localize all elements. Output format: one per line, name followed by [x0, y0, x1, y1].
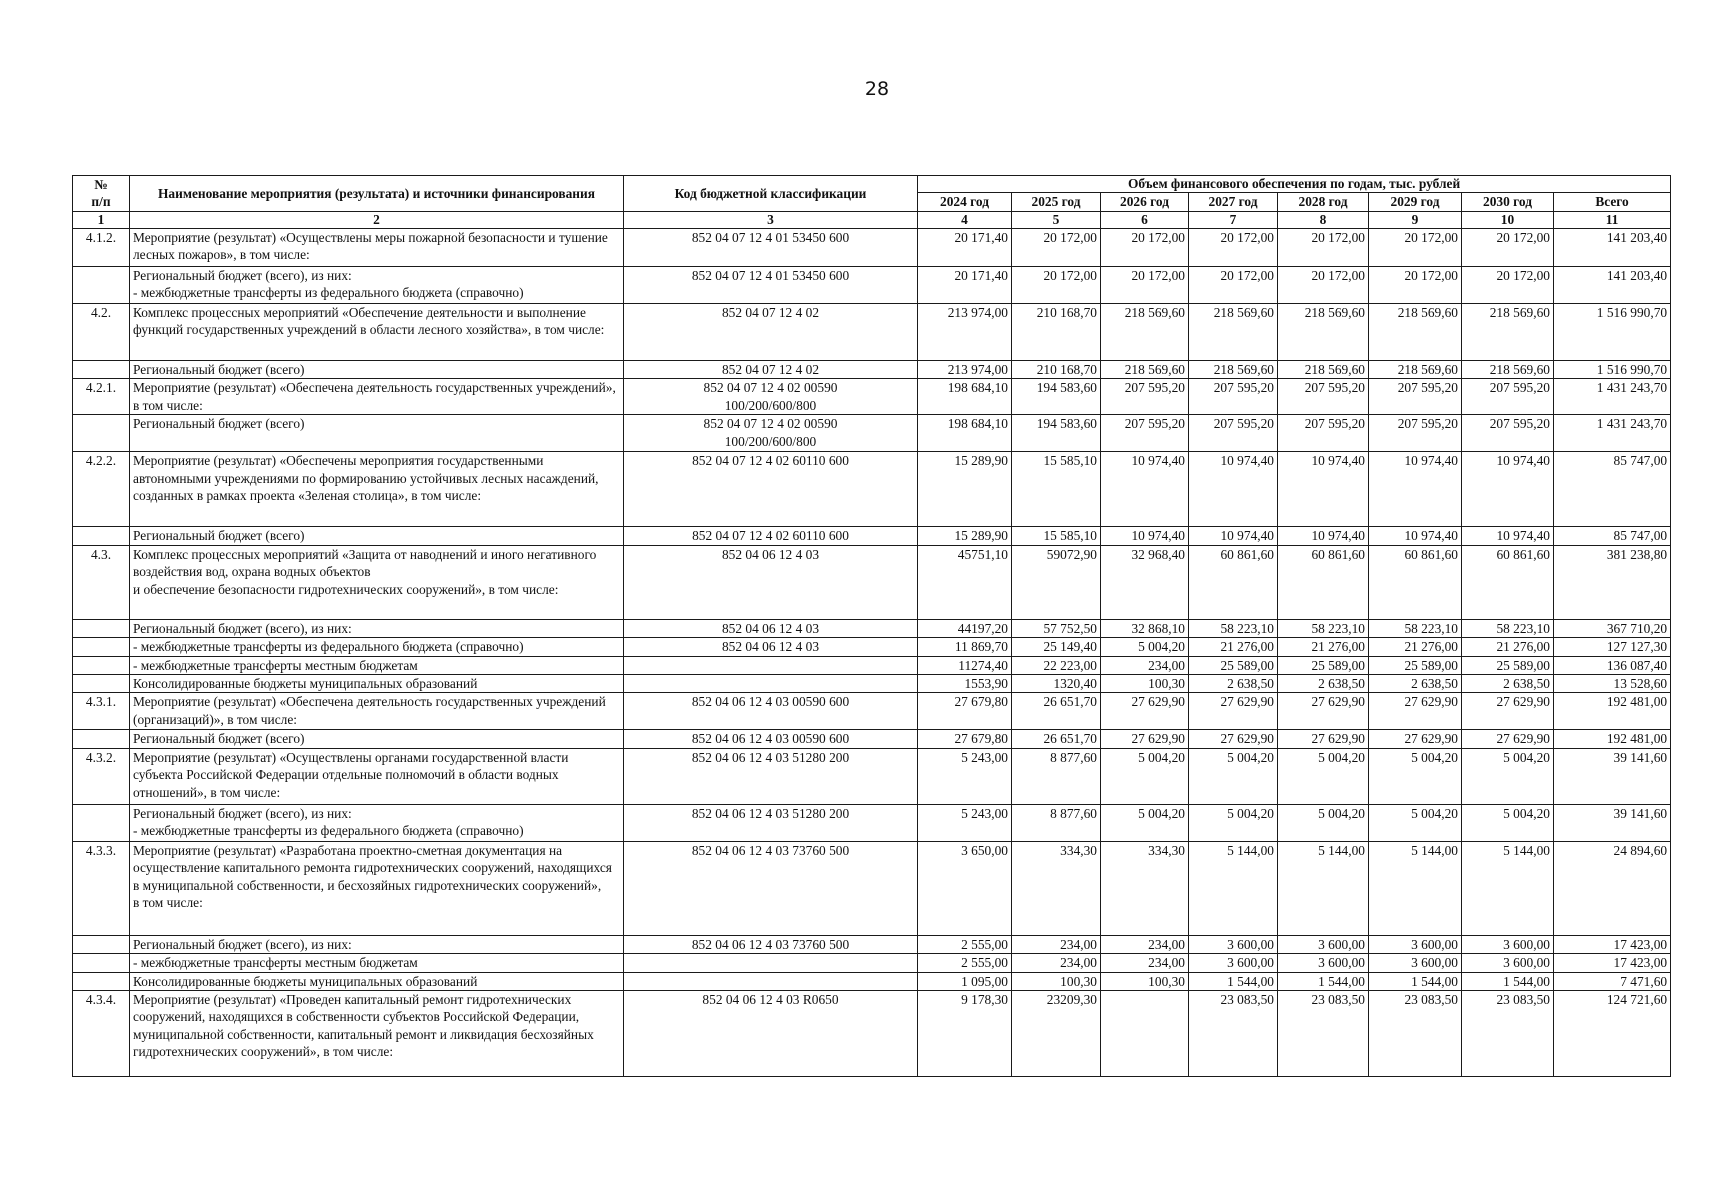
year-value: 9 178,30 [918, 991, 1012, 1077]
budget-code: 852 04 06 12 4 03 51280 200 [624, 748, 918, 804]
total-value: 192 481,00 [1554, 693, 1671, 730]
table-row-item [73, 379, 1671, 415]
table-row-source [73, 527, 1671, 545]
year-value: 5 243,00 [918, 804, 1012, 841]
row-name: - межбюджетные трансферты из федерального бюджета (справочно) [130, 638, 624, 656]
year-value: 5 004,20 [1462, 748, 1554, 804]
total-value: 17 423,00 [1554, 954, 1671, 972]
budget-code [624, 954, 918, 972]
total-header: Всего [1554, 193, 1671, 212]
year-value: 26 651,70 [1012, 730, 1101, 748]
year-value: 3 600,00 [1369, 935, 1462, 953]
year-value: 218 569,60 [1189, 303, 1278, 360]
year-value: 207 595,20 [1101, 379, 1189, 415]
year-value: 21 276,00 [1462, 638, 1554, 656]
year-value: 58 223,10 [1462, 619, 1554, 637]
total-value: 1 516 990,70 [1554, 303, 1671, 360]
col-header-code: Код бюджетной классификации [624, 176, 918, 212]
column-number: 6 [1101, 211, 1189, 228]
year-value: 5 004,20 [1278, 748, 1369, 804]
year-value: 60 861,60 [1189, 545, 1278, 619]
year-value: 27 679,80 [918, 693, 1012, 730]
year-value: 1 544,00 [1278, 972, 1369, 990]
year-value: 8 877,60 [1012, 804, 1101, 841]
year-value: 25 589,00 [1278, 656, 1369, 674]
year-value: 27 629,90 [1278, 693, 1369, 730]
year-value: 32 868,10 [1101, 619, 1189, 637]
row-name: Комплекс процессных мероприятий «Защита от наводнений и иного негативного воздействия вод, охрана водных объектов и обеспечение безопасности гидротехнических сооружений», в том числе: [130, 545, 624, 619]
year-value: 3 600,00 [1278, 954, 1369, 972]
year-value: 5 004,20 [1189, 804, 1278, 841]
year-value: 5 144,00 [1278, 841, 1369, 935]
col-header-no: № п/п [73, 176, 130, 212]
budget-code: 852 04 06 12 4 03 51280 200 [624, 804, 918, 841]
total-value: 39 141,60 [1554, 804, 1671, 841]
row-name: Комплекс процессных мероприятий «Обеспечение деятельности и выполнение функций государственных учреждений в области лесного хозяйства», в том числе: [130, 303, 624, 360]
row-name: Региональный бюджет (всего), из них: [130, 619, 624, 637]
year-value: 10 974,40 [1278, 527, 1369, 545]
year-value: 20 172,00 [1278, 266, 1369, 303]
year-value: 218 569,60 [1369, 303, 1462, 360]
row-number: 4.3.2. [73, 748, 130, 804]
total-value: 1 431 243,70 [1554, 415, 1671, 452]
year-value: 21 276,00 [1369, 638, 1462, 656]
column-number: 4 [918, 211, 1012, 228]
column-number: 9 [1369, 211, 1462, 228]
budget-code: 852 04 06 12 4 03 [624, 619, 918, 637]
row-name: Консолидированные бюджеты муниципальных образований [130, 674, 624, 692]
row-name: Региональный бюджет (всего) [130, 527, 624, 545]
row-number: 4.3.1. [73, 693, 130, 730]
year-header: 2028 год [1278, 193, 1369, 212]
year-value: 27 629,90 [1189, 693, 1278, 730]
row-number [73, 527, 130, 545]
row-number [73, 656, 130, 674]
row-name: Региональный бюджет (всего), из них: - межбюджетные трансферты из федерального бюджета (справочно) [130, 266, 624, 303]
year-value: 218 569,60 [1278, 360, 1369, 378]
year-value: 234,00 [1101, 656, 1189, 674]
year-value: 5 004,20 [1278, 804, 1369, 841]
year-value: 20 172,00 [1012, 266, 1101, 303]
row-name: Мероприятие (результат) «Обеспечены мероприятия государственными автономными учреждениями по формированию устойчивых лесных насаждений, созданных в рамках проекта «Зеленая столица», в том числе: [130, 452, 624, 527]
row-number: 4.2.1. [73, 379, 130, 415]
year-value: 20 172,00 [1101, 228, 1189, 266]
year-value: 27 629,90 [1101, 693, 1189, 730]
row-number [73, 415, 130, 452]
year-value: 198 684,10 [918, 379, 1012, 415]
year-value: 1320,40 [1012, 674, 1101, 692]
table-row-source [73, 730, 1671, 748]
year-value: 218 569,60 [1101, 360, 1189, 378]
year-value: 213 974,00 [918, 360, 1012, 378]
year-value: 27 629,90 [1462, 693, 1554, 730]
year-value: 20 172,00 [1101, 266, 1189, 303]
year-value: 10 974,40 [1101, 527, 1189, 545]
year-value: 23 083,50 [1369, 991, 1462, 1077]
table-row-source [73, 935, 1671, 953]
table-row-source [73, 619, 1671, 637]
year-value: 10 974,40 [1462, 527, 1554, 545]
year-value: 44197,20 [918, 619, 1012, 637]
table-row-source [73, 954, 1671, 972]
row-name: Мероприятие (результат) «Разработана проектно-сметная документация на осуществление капитального ремонта гидротехнических сооружений, находящихся в муниципальной собственности, и бесхозяйных гидротехнических сооружений», в том числе: [130, 841, 624, 935]
year-value: 21 276,00 [1278, 638, 1369, 656]
total-value: 367 710,20 [1554, 619, 1671, 637]
year-value: 10 974,40 [1369, 527, 1462, 545]
year-value: 3 600,00 [1462, 935, 1554, 953]
table-row-item [73, 303, 1671, 360]
header-row-1 [73, 176, 1671, 193]
year-header: 2027 год [1189, 193, 1278, 212]
row-name: Региональный бюджет (всего) [130, 730, 624, 748]
year-value: 5 004,20 [1101, 638, 1189, 656]
row-name: Региональный бюджет (всего) [130, 415, 624, 452]
year-value: 27 629,90 [1278, 730, 1369, 748]
year-value: 22 223,00 [1012, 656, 1101, 674]
year-value: 218 569,60 [1462, 303, 1554, 360]
year-value: 23 083,50 [1278, 991, 1369, 1077]
row-name: - межбюджетные трансферты местным бюджетам [130, 954, 624, 972]
year-value: 1 095,00 [918, 972, 1012, 990]
year-value: 2 555,00 [918, 954, 1012, 972]
row-number: 4.2.2. [73, 452, 130, 527]
column-number: 3 [624, 211, 918, 228]
year-value: 10 974,40 [1189, 452, 1278, 527]
total-value: 1 431 243,70 [1554, 379, 1671, 415]
budget-table [72, 175, 1671, 1077]
row-number [73, 730, 130, 748]
table-row-source [73, 656, 1671, 674]
column-number: 1 [73, 211, 130, 228]
table-row-source [73, 266, 1671, 303]
year-value: 45751,10 [918, 545, 1012, 619]
row-number: 4.3.4. [73, 991, 130, 1077]
year-value: 27 629,90 [1101, 730, 1189, 748]
total-value: 141 203,40 [1554, 228, 1671, 266]
year-value: 1553,90 [918, 674, 1012, 692]
year-value: 100,30 [1012, 972, 1101, 990]
row-name: Мероприятие (результат) «Обеспечена деятельность государственных учреждений», в том числе: [130, 379, 624, 415]
year-value: 194 583,60 [1012, 379, 1101, 415]
year-value: 234,00 [1101, 954, 1189, 972]
year-value: 207 595,20 [1369, 379, 1462, 415]
budget-code: 852 04 06 12 4 03 73760 500 [624, 935, 918, 953]
year-value: 32 968,40 [1101, 545, 1189, 619]
year-value: 23 083,50 [1462, 991, 1554, 1077]
year-value: 10 974,40 [1462, 452, 1554, 527]
column-number-row [73, 211, 1671, 228]
total-value: 24 894,60 [1554, 841, 1671, 935]
year-value: 210 168,70 [1012, 303, 1101, 360]
table-row-item [73, 693, 1671, 730]
year-value: 20 172,00 [1278, 228, 1369, 266]
year-value: 1 544,00 [1369, 972, 1462, 990]
row-name: - межбюджетные трансферты местным бюджетам [130, 656, 624, 674]
year-value: 218 569,60 [1369, 360, 1462, 378]
table-row-item [73, 228, 1671, 266]
year-value: 10 974,40 [1189, 527, 1278, 545]
budget-code: 852 04 07 12 4 01 53450 600 [624, 228, 918, 266]
total-value: 17 423,00 [1554, 935, 1671, 953]
row-number: 4.1.2. [73, 228, 130, 266]
table-row-item [73, 452, 1671, 527]
total-value: 85 747,00 [1554, 452, 1671, 527]
year-value: 3 600,00 [1462, 954, 1554, 972]
table-row-source [73, 674, 1671, 692]
year-value: 10 974,40 [1278, 452, 1369, 527]
year-value: 5 004,20 [1101, 748, 1189, 804]
year-value: 234,00 [1012, 954, 1101, 972]
row-number [73, 266, 130, 303]
year-value: 20 172,00 [1189, 228, 1278, 266]
budget-code: 852 04 06 12 4 03 [624, 638, 918, 656]
year-value: 25 149,40 [1012, 638, 1101, 656]
year-value: 100,30 [1101, 674, 1189, 692]
year-value: 60 861,60 [1462, 545, 1554, 619]
col-header-volume: Объем финансового обеспечения по годам, тыс. рублей [918, 176, 1671, 193]
year-value: 100,30 [1101, 972, 1189, 990]
year-value: 27 629,90 [1189, 730, 1278, 748]
budget-code: 852 04 06 12 4 03 73760 500 [624, 841, 918, 935]
budget-code [624, 674, 918, 692]
year-value: 234,00 [1012, 935, 1101, 953]
column-number: 5 [1012, 211, 1101, 228]
year-value: 27 629,90 [1462, 730, 1554, 748]
year-value: 5 004,20 [1369, 804, 1462, 841]
column-number: 11 [1554, 211, 1671, 228]
year-value: 26 651,70 [1012, 693, 1101, 730]
column-number: 7 [1189, 211, 1278, 228]
row-name: Региональный бюджет (всего), из них: - межбюджетные трансферты из федерального бюджета (справочно) [130, 804, 624, 841]
year-value: 23 083,50 [1189, 991, 1278, 1077]
budget-code: 852 04 06 12 4 03 00590 600 [624, 693, 918, 730]
year-value: 207 595,20 [1189, 379, 1278, 415]
year-value: 25 589,00 [1189, 656, 1278, 674]
total-value: 141 203,40 [1554, 266, 1671, 303]
row-number: 4.3.3. [73, 841, 130, 935]
page-number: 28 [864, 78, 890, 100]
year-value: 2 638,50 [1278, 674, 1369, 692]
row-number [73, 972, 130, 990]
year-value: 207 595,20 [1278, 379, 1369, 415]
table-row-source [73, 972, 1671, 990]
budget-code: 852 04 07 12 4 02 [624, 303, 918, 360]
year-value: 20 172,00 [1369, 266, 1462, 303]
year-value: 3 650,00 [918, 841, 1012, 935]
year-value: 58 223,10 [1369, 619, 1462, 637]
table-row-item [73, 748, 1671, 804]
column-number: 2 [130, 211, 624, 228]
year-value: 11 869,70 [918, 638, 1012, 656]
year-value: 218 569,60 [1462, 360, 1554, 378]
year-value: 198 684,10 [918, 415, 1012, 452]
year-value: 1 544,00 [1189, 972, 1278, 990]
year-value: 3 600,00 [1189, 954, 1278, 972]
year-value: 11274,40 [918, 656, 1012, 674]
total-value: 7 471,60 [1554, 972, 1671, 990]
table-row-source [73, 360, 1671, 378]
row-number: 4.3. [73, 545, 130, 619]
year-header: 2029 год [1369, 193, 1462, 212]
total-value: 127 127,30 [1554, 638, 1671, 656]
total-value: 1 516 990,70 [1554, 360, 1671, 378]
row-number [73, 638, 130, 656]
budget-code: 852 04 07 12 4 02 00590 100/200/600/800 [624, 415, 918, 452]
year-header: 2025 год [1012, 193, 1101, 212]
year-value: 5 004,20 [1101, 804, 1189, 841]
year-value: 2 638,50 [1462, 674, 1554, 692]
table-row-item [73, 841, 1671, 935]
year-value: 20 172,00 [1369, 228, 1462, 266]
year-value: 27 629,90 [1369, 730, 1462, 748]
year-value: 58 223,10 [1189, 619, 1278, 637]
year-value: 207 595,20 [1369, 415, 1462, 452]
year-value: 27 629,90 [1369, 693, 1462, 730]
year-value: 207 595,20 [1462, 379, 1554, 415]
row-name: Региональный бюджет (всего) [130, 360, 624, 378]
year-value: 20 172,00 [1462, 228, 1554, 266]
column-number: 10 [1462, 211, 1554, 228]
total-value: 192 481,00 [1554, 730, 1671, 748]
budget-code: 852 04 07 12 4 02 60110 600 [624, 452, 918, 527]
year-value: 20 172,00 [1462, 266, 1554, 303]
year-value: 1 544,00 [1462, 972, 1554, 990]
row-number [73, 954, 130, 972]
year-value: 207 595,20 [1462, 415, 1554, 452]
year-value: 23209,30 [1012, 991, 1101, 1077]
year-value: 2 638,50 [1369, 674, 1462, 692]
year-value: 210 168,70 [1012, 360, 1101, 378]
year-header: 2024 год [918, 193, 1012, 212]
year-value: 218 569,60 [1278, 303, 1369, 360]
year-value: 334,30 [1101, 841, 1189, 935]
year-value: 21 276,00 [1189, 638, 1278, 656]
year-value: 15 289,90 [918, 452, 1012, 527]
year-value: 3 600,00 [1369, 954, 1462, 972]
year-value: 5 144,00 [1462, 841, 1554, 935]
year-header: 2030 год [1462, 193, 1554, 212]
year-value: 27 679,80 [918, 730, 1012, 748]
year-value: 207 595,20 [1189, 415, 1278, 452]
year-value: 10 974,40 [1101, 452, 1189, 527]
total-value: 124 721,60 [1554, 991, 1671, 1077]
year-value: 234,00 [1101, 935, 1189, 953]
budget-code: 852 04 07 12 4 01 53450 600 [624, 266, 918, 303]
year-value: 20 171,40 [918, 266, 1012, 303]
year-header: 2026 год [1101, 193, 1189, 212]
year-value: 218 569,60 [1189, 360, 1278, 378]
year-value: 15 289,90 [918, 527, 1012, 545]
budget-code: 852 04 07 12 4 02 [624, 360, 918, 378]
year-value: 60 861,60 [1278, 545, 1369, 619]
year-value: 5 004,20 [1369, 748, 1462, 804]
row-name: Региональный бюджет (всего), из них: [130, 935, 624, 953]
year-value: 8 877,60 [1012, 748, 1101, 804]
row-name: Мероприятие (результат) «Осуществлены меры пожарной безопасности и тушение лесных пожаров», в том числе: [130, 228, 624, 266]
year-value: 10 974,40 [1369, 452, 1462, 527]
budget-code: 852 04 07 12 4 02 00590 100/200/600/800 [624, 379, 918, 415]
row-name: Мероприятие (результат) «Проведен капитальный ремонт гидротехнических сооружений, находящихся в собственности субъектов Российской Федерации, муниципальной собственности, капитальный ремонт и ликвидация бесхозяйных гидротехнических сооружений», в том числе: [130, 991, 624, 1077]
total-value: 85 747,00 [1554, 527, 1671, 545]
total-value: 381 238,80 [1554, 545, 1671, 619]
year-value: 5 243,00 [918, 748, 1012, 804]
year-value: 20 172,00 [1189, 266, 1278, 303]
row-number [73, 674, 130, 692]
table-row-source [73, 638, 1671, 656]
row-number [73, 619, 130, 637]
budget-code [624, 656, 918, 674]
column-number: 8 [1278, 211, 1369, 228]
table-row-item [73, 991, 1671, 1077]
budget-code: 852 04 07 12 4 02 60110 600 [624, 527, 918, 545]
row-name: Мероприятие (результат) «Обеспечена деятельность государственных учреждений (организаций)», в том числе: [130, 693, 624, 730]
total-value: 39 141,60 [1554, 748, 1671, 804]
year-value: 194 583,60 [1012, 415, 1101, 452]
table-row-source [73, 415, 1671, 452]
budget-code [624, 972, 918, 990]
table-row-source [73, 804, 1671, 841]
year-value: 2 638,50 [1189, 674, 1278, 692]
total-value: 136 087,40 [1554, 656, 1671, 674]
year-value: 213 974,00 [918, 303, 1012, 360]
year-value: 20 171,40 [918, 228, 1012, 266]
total-value: 13 528,60 [1554, 674, 1671, 692]
year-value: 20 172,00 [1012, 228, 1101, 266]
col-header-name: Наименование мероприятия (результата) и источники финансирования [130, 176, 624, 212]
table-row-item [73, 545, 1671, 619]
year-value: 25 589,00 [1369, 656, 1462, 674]
row-name: Мероприятие (результат) «Осуществлены органами государственной власти субъекта Российской Федерации отдельные полномочий в области водных отношений», в том числе: [130, 748, 624, 804]
year-value: 5 144,00 [1369, 841, 1462, 935]
year-value: 5 144,00 [1189, 841, 1278, 935]
year-value: 57 752,50 [1012, 619, 1101, 637]
year-value: 60 861,60 [1369, 545, 1462, 619]
year-value: 5 004,20 [1189, 748, 1278, 804]
year-value: 15 585,10 [1012, 527, 1101, 545]
year-value: 218 569,60 [1101, 303, 1189, 360]
year-value: 3 600,00 [1278, 935, 1369, 953]
table-body [73, 228, 1671, 1076]
year-value: 207 595,20 [1101, 415, 1189, 452]
row-number: 4.2. [73, 303, 130, 360]
year-value: 25 589,00 [1462, 656, 1554, 674]
year-value: 58 223,10 [1278, 619, 1369, 637]
year-value: 15 585,10 [1012, 452, 1101, 527]
budget-code: 852 04 06 12 4 03 R0650 [624, 991, 918, 1077]
year-value [1101, 991, 1189, 1077]
budget-code: 852 04 06 12 4 03 00590 600 [624, 730, 918, 748]
year-value: 207 595,20 [1278, 415, 1369, 452]
row-name: Консолидированные бюджеты муниципальных образований [130, 972, 624, 990]
year-value: 3 600,00 [1189, 935, 1278, 953]
budget-code: 852 04 06 12 4 03 [624, 545, 918, 619]
row-number [73, 360, 130, 378]
year-value: 59072,90 [1012, 545, 1101, 619]
row-number [73, 935, 130, 953]
year-value: 334,30 [1012, 841, 1101, 935]
year-value: 5 004,20 [1462, 804, 1554, 841]
year-value: 2 555,00 [918, 935, 1012, 953]
row-number [73, 804, 130, 841]
